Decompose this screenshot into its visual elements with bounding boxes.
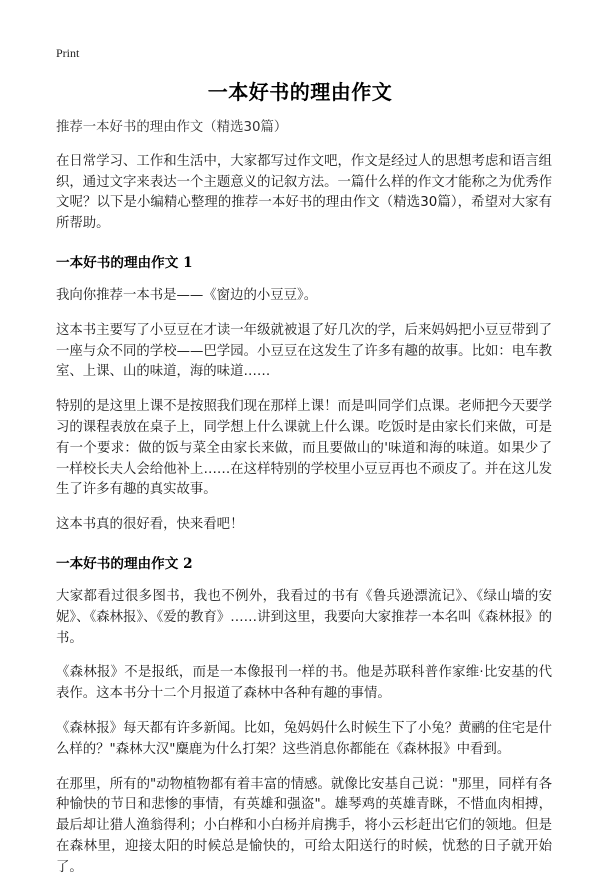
paragraph: 我向你推荐一本书是——《窗边的小豆豆》。 xyxy=(56,287,318,303)
section-heading: 一本好书的理由作文 2 xyxy=(56,555,193,572)
paragraph: 这本书真的很好看，快来看吧！ xyxy=(56,517,244,533)
essay-section-1 xyxy=(56,253,552,536)
paragraph: 特别的是这里上课不是按照我们现在那样上课！而是叫同学们点课。老师把今天要学习的课程表放在桌子上，同学想上什么课就上什么课。吃饭时是由家长们来做，可是有一个要求：做的饭与菜全由家长来做，而且要做山的'味道和海的味道。如果少了一样校长夫人会给他补上……在这样特别的学校里小豆豆再也不顽皮了。并在这儿发生了许多有趣的真实故事。 xyxy=(56,399,552,498)
intro-paragraph: 在日常学习、工作和生活中，大家都写过作文吧，作文是经过人的思想考虑和语言组织，通过文字来表达一个主题意义的记叙方法。一篇什么样的作文才能称之为优秀作文呢？以下是小编精心整理的推荐一本好书的理由作文（精选30篇），希望对大家有所帮助。 xyxy=(56,153,552,232)
section-heading: 一本好书的理由作文 1 xyxy=(56,254,193,271)
subtitle: 推荐一本好书的理由作文（精选30篇） xyxy=(56,120,288,135)
print-label[interactable]: Print xyxy=(56,46,80,60)
paragraph: 在那里，所有的"动物植物都有着丰富的情感。就像比安基自己说："那里，同样有各种愉快的节日和悲惨的事情，有英雄和强盗"。雄琴鸡的英雄青眯，不惜血肉相搏，最后却让猎人渔翁得利；小白桦和小白杨并肩携手，将小云杉赶出它们的领地。但是在森林里，迎接太阳的时候总是愉快的，可给太阳送行的时候，忧愁的日子就开始了。 xyxy=(56,776,552,875)
essay-section-2 xyxy=(56,554,552,879)
paragraph: 这本书主要写了小豆豆在才读一年级就被退了好几次的学，后来妈妈把小豆豆带到了一座与众不同的学校——巴学园。小豆豆在这发生了许多有趣的故事。比如：电车教室、上课、山的味道，海的味道…… xyxy=(56,322,552,380)
document-body xyxy=(56,118,552,893)
paragraph: 《森林报》不是报纸，而是一本像报刊一样的书。他是苏联科普作家维·比安基的代表作。这本书分十二个月报道了森林中各种有趣的事情。 xyxy=(56,665,552,702)
paragraph: 大家都看过很多图书，我也不例外，我看过的书有《鲁兵逊漂流记》、《绿山墙的安妮》、《森林报》、《爱的教育》……讲到这里，我要向大家推荐一本名叫《森林报》的书。 xyxy=(56,588,552,646)
paragraph: 《森林报》每天都有许多新闻。比如，兔妈妈什么时候生下了小兔？黄鹂的住宅是什么样的？"森林大汉"麋鹿为什么打架？这些消息你都能在《森林报》中看到。 xyxy=(56,720,552,757)
page-title: 一本好书的理由作文 xyxy=(207,80,393,104)
